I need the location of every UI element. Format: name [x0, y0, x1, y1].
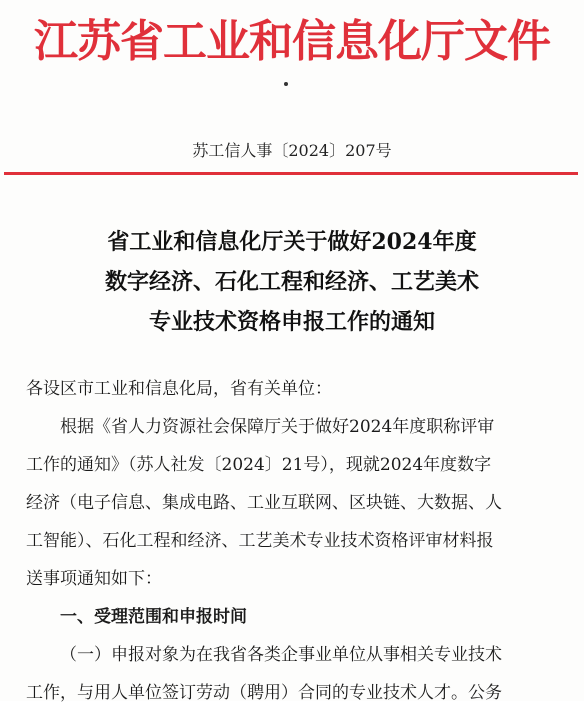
notice-title — [0, 222, 584, 342]
paragraph-line: 送事项通知如下： — [26, 569, 162, 589]
notice-body — [26, 370, 562, 712]
paragraph-line: 工作，与用人单位签订劳动（聘用）合同的专业技术人才。公务 — [26, 683, 502, 703]
paragraph-line: 工智能）、石化工程和经济、工艺美术专业技术资格评审材料报 — [26, 531, 494, 551]
paragraph-line: 根据《省人力资源社会保障厅关于做好2024年度职称评审 — [60, 417, 495, 437]
notice-title-line: 专业技术资格申报工作的通知 — [148, 309, 435, 335]
header-dot-mark — [284, 82, 288, 86]
paragraph-line: （一）申报对象为在我省各类企事业单位从事相关专业技术 — [60, 645, 502, 665]
paragraph-line: 经济（电子信息、集成电路、工业互联网、区块链、大数据、人 — [26, 493, 502, 513]
section-heading: 一、受理范围和申报时间 — [60, 607, 247, 627]
notice-title-line: 数字经济、石化工程和经济、工艺美术 — [104, 269, 479, 295]
document-header-title: 江苏省工业和信息化厅文件 — [34, 16, 550, 67]
notice-title-line: 省工业和信息化厅关于做好2024年度 — [107, 229, 477, 255]
salutation: 各设区市工业和信息化局，省有关单位： — [26, 379, 332, 399]
paragraph-line: 工作的通知》（苏人社发〔2024〕21号），现就2024年度数字 — [26, 455, 492, 475]
red-divider-line — [4, 172, 578, 175]
document-number: 苏工信人事〔2024〕207号 — [192, 141, 392, 160]
